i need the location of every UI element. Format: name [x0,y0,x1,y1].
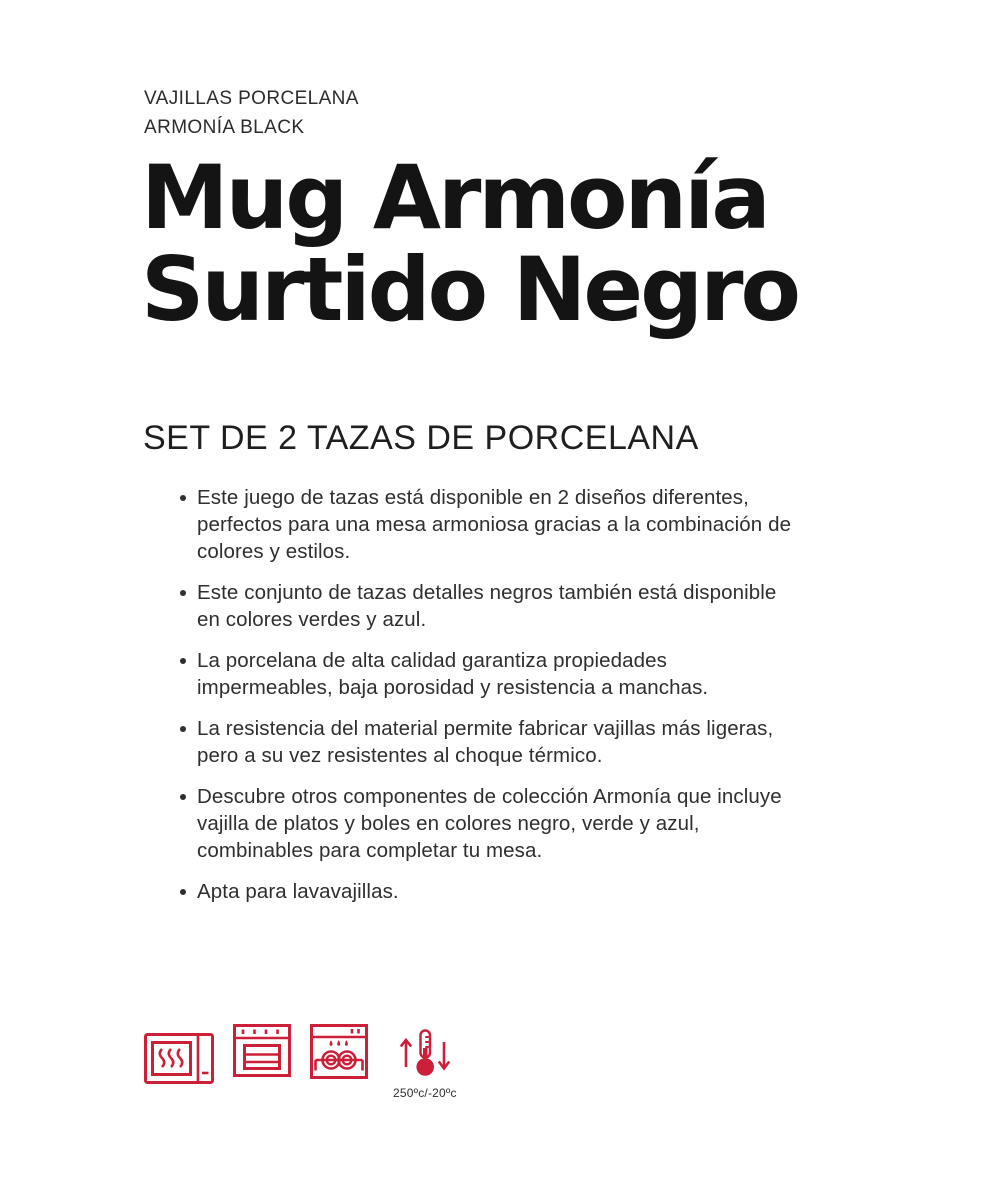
feature-item: Apta para lavavajillas. [143,878,798,905]
temperature-resistance-icon [399,1028,451,1078]
page-title-line-1: Mug Armonía [141,146,768,249]
product-subtitle: SET DE 2 TAZAS DE PORCELANA [143,419,699,457]
feature-item: Descubre otros componentes de colección Armonía que incluye vajilla de platos y boles en colores negro, verde y azul, combinables para completar tu mesa. [143,783,798,864]
oven-safe-icon [233,1024,291,1077]
feature-item: Este juego de tazas está disponible en 2 diseños diferentes, perfectos para una mesa armoniosa gracias a la combinación de colores y estilos. [143,484,798,565]
temperature-resistance-block [393,1028,457,1100]
feature-item: La resistencia del material permite fabricar vajillas más ligeras, pero a su vez resistentes al choque térmico. [143,715,798,769]
collection-eyebrow [144,84,359,142]
page-title-line-2: Surtido Negro [141,238,798,341]
care-instructions-icon-row [144,1024,457,1100]
feature-list [143,484,798,919]
dishwasher-safe-icon [310,1024,368,1079]
page-title [141,146,798,341]
microwave-safe-icon [144,1033,214,1084]
collection-variant-line: ARMONÍA BLACK [144,117,305,138]
feature-item: Este conjunto de tazas detalles negros también está disponible en colores verdes y azul. [143,579,798,633]
feature-item: La porcelana de alta calidad garantiza propiedades impermeables, baja porosidad y resistencia a manchas. [143,647,798,701]
collection-line: VAJILLAS PORCELANA [144,88,359,109]
temperature-range-label: 250ºc/-20ºc [393,1086,457,1100]
